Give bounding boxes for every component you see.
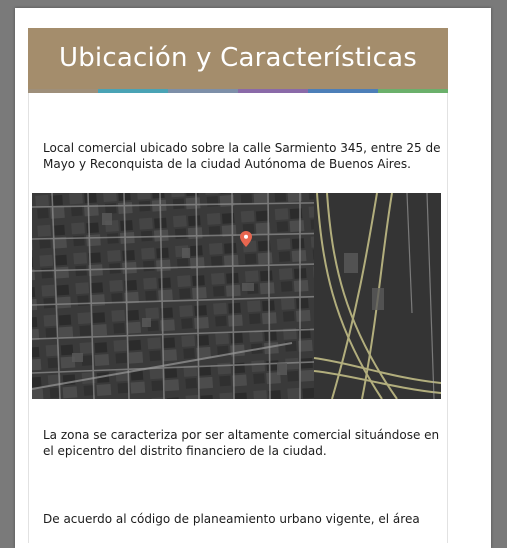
map-pin-icon — [240, 231, 252, 247]
zone-paragraph: La zona se caracteriza por ser altamente comercial situándose en el epicentro del distrito financiero de la ciudad. — [43, 428, 440, 458]
section-header — [28, 28, 448, 89]
section-title: Ubicación y Características — [58, 43, 418, 73]
location-paragraph: Local comercial ubicado sobre la calle Sarmiento 345, entre 25 de Mayo y Reconquista de la ciudad Autónoma de Buenos Aires. — [43, 141, 441, 171]
satellite-map-image — [32, 193, 441, 399]
zoning-code-paragraph: De acuerdo al código de planeamiento urbano vigente, el área — [43, 512, 420, 526]
location-map — [32, 193, 441, 399]
